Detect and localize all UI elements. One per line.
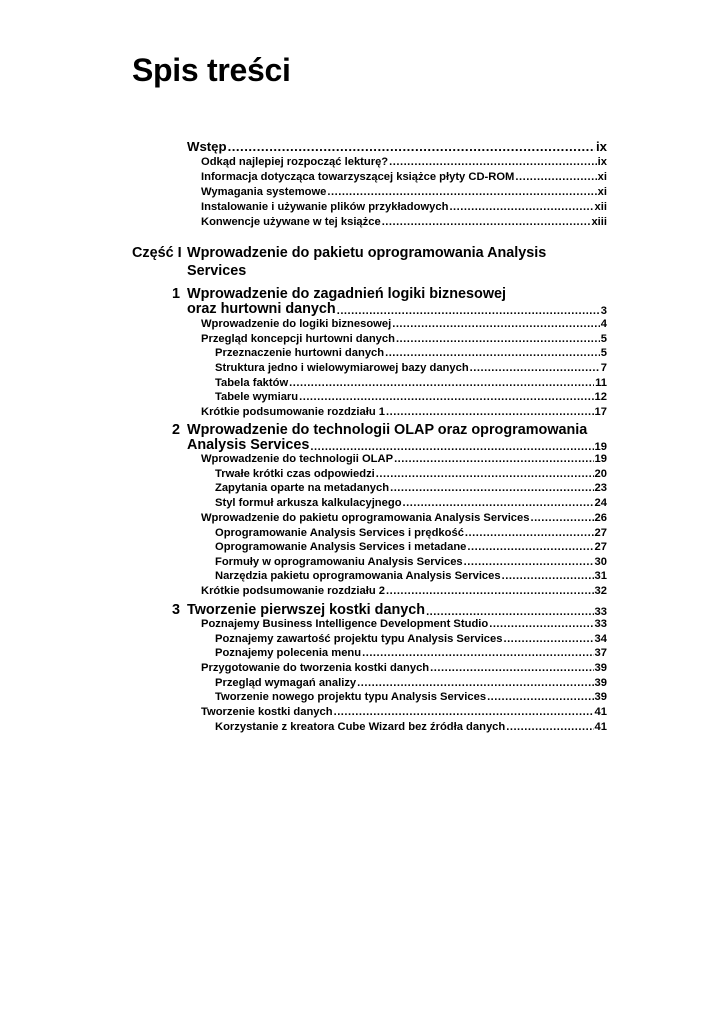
toc-entry-page: 34 [594, 633, 607, 645]
page-title: Spis treści [132, 52, 291, 88]
dot-leader [334, 706, 594, 718]
dot-leader [426, 606, 593, 618]
toc-chapter-2[interactable] [187, 437, 607, 453]
dot-leader [389, 156, 597, 168]
chapter-title-line1: Wprowadzenie do technologii OLAP oraz oprogramowania [187, 422, 588, 438]
toc-entry-title: Formuły w oprogramowaniu Analysis Services [215, 556, 463, 568]
toc-entry-page: 23 [594, 482, 607, 494]
toc-entry[interactable] [215, 570, 607, 582]
toc-entry-title: Tabele wymiaru [215, 391, 299, 403]
toc-entry-title: Poznajemy zawartość projektu typu Analysis Services [215, 633, 503, 645]
dot-leader [396, 333, 600, 345]
toc-entry-title: Informacja dotycząca towarzyszącej książce płyty CD-ROM [201, 171, 515, 183]
chapter-number: 3 [172, 602, 181, 618]
toc-entry[interactable] [201, 618, 607, 630]
chapter-title-line2: oraz hurtowni danych [187, 301, 336, 317]
dot-leader [394, 453, 593, 465]
toc-entry[interactable] [215, 482, 607, 494]
toc-entry-page: ix [596, 139, 607, 154]
dot-leader [386, 406, 594, 418]
dot-leader [357, 677, 593, 689]
part-label: Część I [132, 245, 182, 261]
toc-entry-page: xi [597, 186, 607, 198]
toc-entry-page: 3 [600, 305, 607, 317]
toc-entry[interactable] [215, 633, 607, 645]
dot-leader [382, 216, 591, 228]
dot-leader [467, 541, 593, 553]
toc-entry-title: Instalowanie i używanie plików przykładowych [201, 201, 449, 213]
toc-entry[interactable] [215, 647, 607, 659]
toc-entry[interactable] [215, 377, 607, 389]
part-title: Wprowadzenie do pakietu oprogramowania Analysis Services [187, 245, 547, 279]
toc-entry-title: Trwałe krótki czas odpowiedzi [215, 468, 375, 480]
toc-entry-title: Wymagania systemowe [201, 186, 327, 198]
toc-entry[interactable] [215, 468, 607, 480]
toc-entry-page: 32 [594, 585, 607, 597]
toc-entry-page: 27 [594, 541, 607, 553]
toc-entry-preface[interactable] [187, 139, 607, 154]
toc-entry-page: 37 [594, 647, 607, 659]
toc-entry[interactable] [215, 541, 607, 553]
toc-entry-title: Styl formuł arkusza kalkulacyjnego [215, 497, 402, 509]
toc-entry-page: 24 [594, 497, 607, 509]
dot-leader [403, 497, 594, 509]
toc-entry-page: 41 [594, 706, 607, 718]
toc-entry-page: 11 [595, 377, 607, 389]
dot-leader [503, 633, 593, 645]
toc-entry[interactable] [215, 556, 607, 568]
toc-entry-title: Konwencje używane w tej książce [201, 216, 381, 228]
toc-entry-title: Oprogramowanie Analysis Services i metadane [215, 541, 467, 553]
toc-entry-title: Zapytania oparte na metadanych [215, 482, 390, 494]
toc-entry[interactable] [201, 453, 607, 465]
dot-leader [376, 468, 594, 480]
toc-entry[interactable] [201, 171, 607, 183]
toc-entry-title: Korzystanie z kreatora Cube Wizard bez źródła danych [215, 721, 506, 733]
toc-entry-title: Tabela faktów [215, 377, 289, 389]
dot-leader [502, 570, 594, 582]
toc-entry-title: Oprogramowanie Analysis Services i prędkość [215, 527, 464, 539]
toc-entry-title: Krótkie podsumowanie rozdziału 2 [201, 585, 385, 597]
chapter-title-line1: Tworzenie pierwszej kostki danych [187, 602, 426, 618]
dot-leader [228, 139, 595, 154]
toc-entry-title: Tworzenie nowego projektu typu Analysis Services [215, 691, 487, 703]
dot-leader [385, 347, 600, 359]
toc-entry-page: xiii [591, 216, 607, 228]
toc-entry-title: Poznajemy Business Intelligence Development Studio [201, 618, 489, 630]
dot-leader [289, 377, 594, 389]
dot-leader [362, 647, 593, 659]
chapter-title-line1: Wprowadzenie do zagadnień logiki biznesowej [187, 286, 507, 302]
toc-entry-page: 7 [600, 362, 607, 374]
dot-leader [506, 721, 593, 733]
toc-entry[interactable] [215, 362, 607, 374]
toc-entry[interactable] [201, 512, 607, 524]
dot-leader [470, 362, 600, 374]
toc-entry[interactable] [215, 527, 607, 539]
toc-entry[interactable] [215, 677, 607, 689]
toc-entry-page: 33 [594, 618, 607, 630]
dot-leader [299, 391, 593, 403]
chapter-title-line2: Analysis Services [187, 437, 310, 453]
toc-entry[interactable] [215, 391, 607, 403]
toc-entry[interactable] [215, 721, 607, 733]
toc-entry-page: 4 [600, 318, 607, 330]
toc-entry-title: Odkąd najlepiej rozpocząć lekturę? [201, 156, 389, 168]
toc-chapter-1[interactable] [187, 301, 607, 317]
toc-entry[interactable] [215, 691, 607, 703]
toc-entry[interactable] [201, 406, 607, 418]
toc-entry-page: 27 [594, 527, 607, 539]
toc-chapter-3[interactable] [187, 602, 607, 618]
toc-entry[interactable] [201, 216, 607, 228]
toc-entry-page: 41 [594, 721, 607, 733]
toc-entry-page: 19 [594, 453, 607, 465]
toc-entry-title: Przegląd koncepcji hurtowni danych [201, 333, 395, 345]
chapter-number: 2 [172, 422, 181, 438]
toc-entry-page: 5 [600, 347, 607, 359]
toc-entry-title: Krótkie podsumowanie rozdziału 1 [201, 406, 385, 418]
toc-entry-page: 31 [594, 570, 607, 582]
dot-leader [337, 305, 600, 317]
toc-entry[interactable] [215, 347, 607, 359]
chapter-number: 1 [172, 286, 181, 302]
toc-entry-page: 5 [600, 333, 607, 345]
toc-entry[interactable] [201, 333, 607, 345]
toc-entry-title: Wprowadzenie do pakietu oprogramowania Analysis Services [201, 512, 530, 524]
dot-leader [489, 618, 593, 630]
toc-entry-page: 19 [594, 441, 607, 453]
dot-leader [392, 318, 600, 330]
dot-leader [465, 527, 594, 539]
dot-leader [487, 691, 593, 703]
toc-entry-page: 12 [594, 391, 607, 403]
dot-leader [515, 171, 596, 183]
dot-leader [310, 441, 593, 453]
toc-entry-page: 30 [594, 556, 607, 568]
toc-entry-title: Struktura jedno i wielowymiarowej bazy danych [215, 362, 469, 374]
toc-entry-title: Wstęp [187, 139, 227, 154]
dot-leader [390, 482, 593, 494]
toc-entry[interactable] [201, 186, 607, 198]
toc-entry-page: 26 [594, 512, 607, 524]
toc-entry-title: Tworzenie kostki danych [201, 706, 333, 718]
toc-entry[interactable] [201, 201, 607, 213]
dot-leader [386, 585, 594, 597]
toc-entry[interactable] [201, 318, 607, 330]
toc-entry-page: xii [594, 201, 607, 213]
dot-leader [430, 662, 593, 674]
toc-entry[interactable] [201, 706, 607, 718]
dot-leader [530, 512, 593, 524]
toc-entry[interactable] [201, 585, 607, 597]
toc-entry-title: Wprowadzenie do logiki biznesowej [201, 318, 392, 330]
toc-entry[interactable] [201, 662, 607, 674]
toc-entry-title: Przegląd wymagań analizy [215, 677, 357, 689]
dot-leader [449, 201, 593, 213]
toc-entry-page: ix [597, 156, 607, 168]
dot-leader [464, 556, 594, 568]
toc-entry-page: 39 [594, 691, 607, 703]
toc-entry-title: Przeznaczenie hurtowni danych [215, 347, 385, 359]
toc-entry-page: 39 [594, 662, 607, 674]
toc-entry-page: 33 [594, 606, 607, 618]
toc-entry-title: Wprowadzenie do technologii OLAP [201, 453, 394, 465]
toc-entry-title: Narzędzia pakietu oprogramowania Analysis Services [215, 570, 501, 582]
toc-entry-page: 20 [594, 468, 607, 480]
toc-entry-title: Przygotowanie do tworzenia kostki danych [201, 662, 430, 674]
toc-entry-page: xi [597, 171, 607, 183]
dot-leader [327, 186, 596, 198]
toc-entry[interactable] [201, 156, 607, 168]
toc-entry-page: 17 [594, 406, 607, 418]
toc-entry-title: Poznajemy polecenia menu [215, 647, 362, 659]
toc-entry[interactable] [215, 497, 607, 509]
toc-entry-page: 39 [594, 677, 607, 689]
